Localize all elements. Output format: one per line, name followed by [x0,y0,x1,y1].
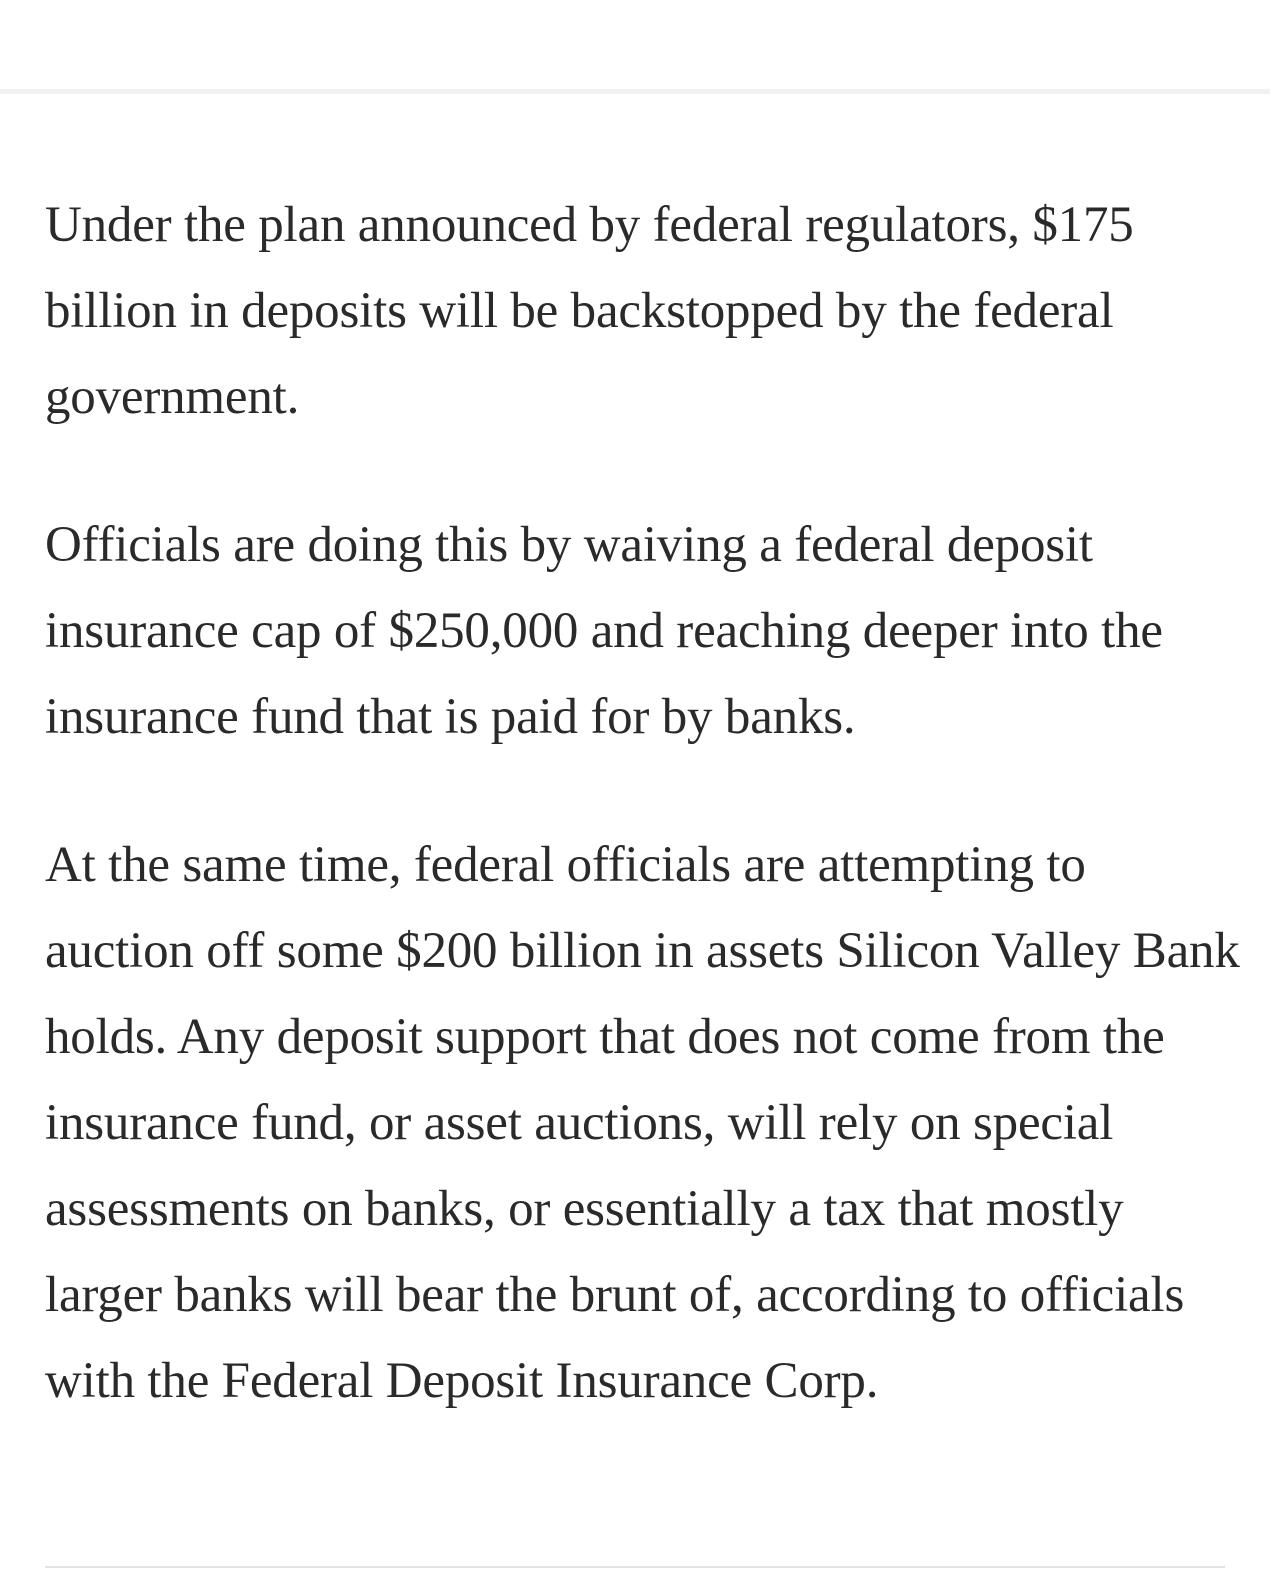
top-divider [0,89,1270,94]
article-paragraph: Under the plan announced by federal regulators, $175 billion in deposits will be backstopped by the federal government. [45,197,1134,425]
article-paragraph: Officials are doing this by waiving a federal deposit insurance cap of $250,000 and reaching deeper into the insurance fund that is paid for by banks. [45,517,1163,745]
article-paragraph: At the same time, federal officials are attempting to auction off some $200 billion in assets Silicon Valley Bank holds. Any deposit support that does not come from the insurance fund, or asset auctions, will rely on special assessments on banks, or essentially a tax that mostly larger banks will bear the brunt of, according to officials with the Federal Deposit Insurance Corp. [45,837,1240,1409]
bottom-divider [45,1566,1225,1568]
article-body [45,182,1245,1486]
